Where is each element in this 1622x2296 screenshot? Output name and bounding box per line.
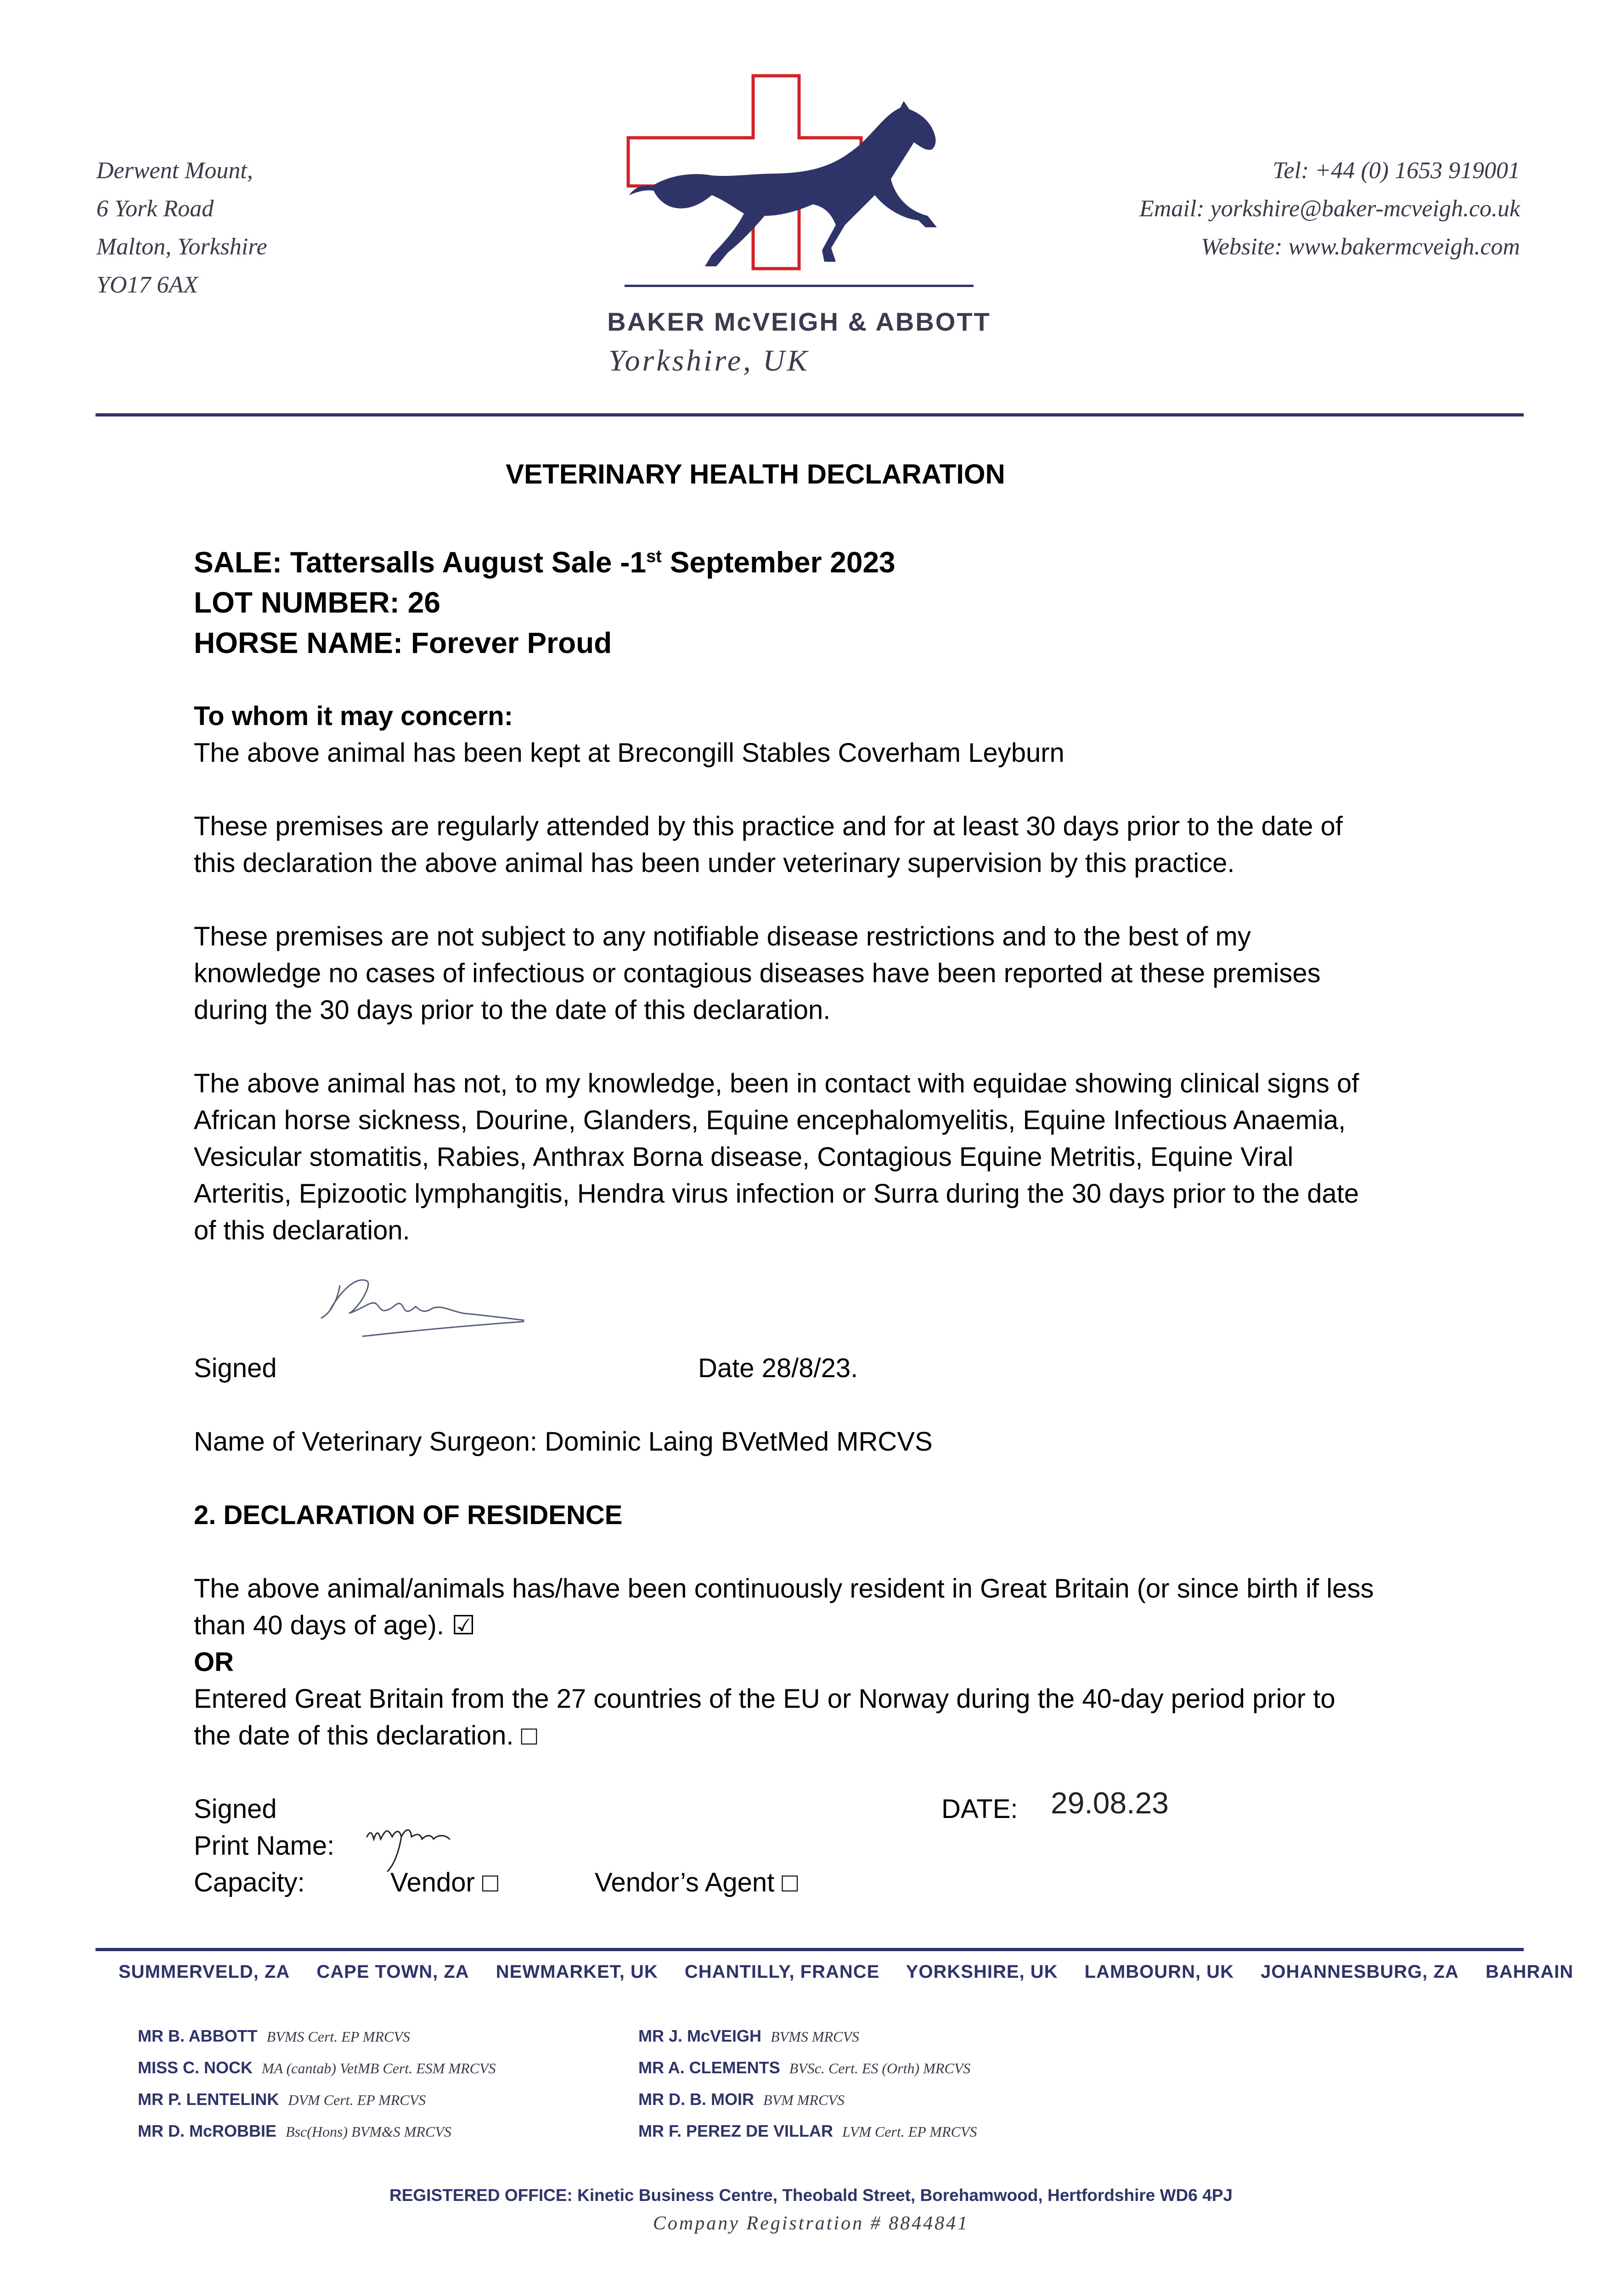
residence-heading: 2. DECLARATION OF RESIDENCE xyxy=(194,1500,623,1530)
partner-name: MR J. McVEIGH xyxy=(638,2026,762,2045)
kept-at: The above animal has been kept at Brecongill Stables Coverham Leyburn xyxy=(194,738,1064,768)
brand-name: BAKER McVEIGH & ABBOTT xyxy=(607,307,991,336)
signed-label: Signed xyxy=(194,1353,277,1383)
phone: Tel: +44 (0) 1653 919001 xyxy=(1273,158,1520,184)
vet-surgeon-name: Name of Veterinary Surgeon: Dominic Laing BVetMed MRCVS xyxy=(194,1427,933,1457)
office-location: YORKSHIRE, UK xyxy=(906,1962,1058,1982)
address-line: YO17 6AX xyxy=(96,272,198,298)
residence-date-value: 29.08.23 xyxy=(1051,1786,1169,1820)
office-location: SUMMERVELD, ZA xyxy=(118,1962,290,1982)
logo-underline xyxy=(625,285,974,287)
horse-cross-logo xyxy=(615,69,983,326)
office-location: CAPE TOWN, ZA xyxy=(316,1962,469,1982)
text-line: Entered Great Britain from the 27 countries of the EU or Norway during the 40-day period prior to xyxy=(194,1684,1335,1714)
partner xyxy=(138,2020,496,2052)
greeting: To whom it may concern: xyxy=(194,701,513,731)
website[interactable]: Website: www.bakermcveigh.com xyxy=(1201,234,1520,260)
partner xyxy=(138,2084,496,2116)
vendor-checkbox[interactable]: Vendor □ xyxy=(390,1868,498,1897)
partner xyxy=(638,2084,977,2116)
partners-left xyxy=(138,2020,496,2147)
partner-name: MR D. McROBBIE xyxy=(138,2122,277,2140)
capacity-label: Capacity: xyxy=(194,1868,305,1897)
partner xyxy=(138,2116,496,2147)
partner-quals: Bsc(Hons) BVM&S MRCVS xyxy=(286,2123,451,2140)
partners-right xyxy=(638,2020,977,2147)
text-line: during the 30 days prior to the date of this declaration. xyxy=(194,995,831,1025)
partner-quals: BVM MRCVS xyxy=(763,2092,845,2108)
partner-quals: BVSc. Cert. ES (Orth) MRCVS xyxy=(789,2060,971,2077)
office-location: JOHANNESBURG, ZA xyxy=(1261,1962,1459,1982)
partner xyxy=(638,2116,977,2147)
header-divider xyxy=(96,413,1524,416)
partner-name: MISS C. NOCK xyxy=(138,2058,253,2077)
office-location: LAMBOURN, UK xyxy=(1084,1962,1234,1982)
or-label: OR xyxy=(194,1647,234,1677)
registered-office: REGISTERED OFFICE: Kinetic Business Centre, Theobald Street, Borehamwood, Hertfordshire WD6 4PJ xyxy=(389,2186,1233,2205)
practice-contact xyxy=(1139,152,1520,266)
partner-quals: BVMS MRCVS xyxy=(771,2028,859,2045)
partner-name: MR P. LENTELINK xyxy=(138,2090,279,2109)
text-line: These premises are regularly attended by this practice and for at least 30 days prior to the date of xyxy=(194,811,1343,841)
email[interactable]: Email: yorkshire@baker-mcveigh.co.uk xyxy=(1139,196,1520,222)
residence-date-label: DATE: xyxy=(941,1794,1018,1824)
declaration-date: Date 28/8/23. xyxy=(698,1353,858,1383)
partner-quals: MA (cantab) VetMB Cert. ESM MRCVS xyxy=(262,2060,496,2077)
residence-signed-label: Signed xyxy=(194,1794,277,1824)
horse-icon xyxy=(629,101,937,266)
company-registration: Company Registration # 8844841 xyxy=(653,2213,969,2234)
text-line: of this declaration. xyxy=(194,1216,410,1245)
partner-quals: DVM Cert. EP MRCVS xyxy=(288,2092,426,2108)
partner-name: MR F. PEREZ DE VILLAR xyxy=(638,2122,834,2140)
greeting-block xyxy=(194,698,1064,771)
partner-name: MR A. CLEMENTS xyxy=(638,2058,780,2077)
partner-quals: BVMS Cert. EP MRCVS xyxy=(266,2028,410,2045)
sale-line: SALE: Tattersalls August Sale -1st September 2023 xyxy=(194,546,895,579)
restrictions-paragraph xyxy=(194,918,1321,1029)
partner xyxy=(638,2052,977,2084)
lot-number: LOT NUMBER: 26 xyxy=(194,586,440,619)
text-line: Arteritis, Epizootic lymphangitis, Hendra virus infection or Surra during the 30 days prior to the date xyxy=(194,1179,1359,1209)
text-line: These premises are not subject to any notifiable disease restrictions and to the best of my xyxy=(194,922,1251,951)
horse-name: HORSE NAME: Forever Proud xyxy=(194,626,612,660)
footer-divider xyxy=(96,1948,1524,1951)
partner xyxy=(138,2052,496,2084)
partner-quals: LVM Cert. EP MRCVS xyxy=(842,2123,977,2140)
text-line: this declaration the above animal has been under veterinary supervision by this practice. xyxy=(194,848,1235,878)
print-name-label: Print Name: xyxy=(194,1831,335,1861)
entered-checkbox-line[interactable]: the date of this declaration. □ xyxy=(194,1721,537,1750)
practice-address xyxy=(96,152,267,304)
office-locations xyxy=(118,1962,1594,1982)
address-line: Derwent Mount, xyxy=(96,158,253,184)
office-location: CHANTILLY, FRANCE xyxy=(684,1962,880,1982)
partner-name: MR D. B. MOIR xyxy=(638,2090,754,2109)
sale-details xyxy=(194,536,895,663)
text-line: knowledge no cases of infectious or contagious diseases have been reported at these premises xyxy=(194,958,1321,988)
address-line: 6 York Road xyxy=(96,196,214,222)
brand-location: Yorkshire, UK xyxy=(608,344,810,377)
text-line: The above animal has not, to my knowledge, been in contact with equidae showing clinical signs of xyxy=(194,1069,1359,1098)
document-title: VETERINARY HEALTH DECLARATION xyxy=(506,459,1005,490)
vendor-agent-checkbox[interactable]: Vendor’s Agent □ xyxy=(595,1868,798,1897)
partner-name: MR B. ABBOTT xyxy=(138,2026,258,2045)
contact-disease-paragraph xyxy=(194,1065,1359,1249)
partner xyxy=(638,2020,977,2052)
office-location: BAHRAIN xyxy=(1485,1962,1574,1982)
text-line: The above animal/animals has/have been continuously resident in Great Britain (or since birth if less xyxy=(194,1574,1374,1604)
supervision-paragraph xyxy=(194,808,1343,882)
residence-block xyxy=(194,1570,1374,1754)
vet-signature xyxy=(312,1267,533,1350)
text-line: Vesicular stomatitis, Rabies, Anthrax Borna disease, Contagious Equine Metritis, Equine Viral xyxy=(194,1142,1294,1172)
resident-checkbox-line[interactable]: than 40 days of age). ☑ xyxy=(194,1610,476,1640)
text-line: African horse sickness, Dourine, Glanders, Equine encephalomyelitis, Equine Infectious Anaemia, xyxy=(194,1105,1346,1135)
address-line: Malton, Yorkshire xyxy=(96,234,267,260)
office-location: NEWMARKET, UK xyxy=(496,1962,658,1982)
